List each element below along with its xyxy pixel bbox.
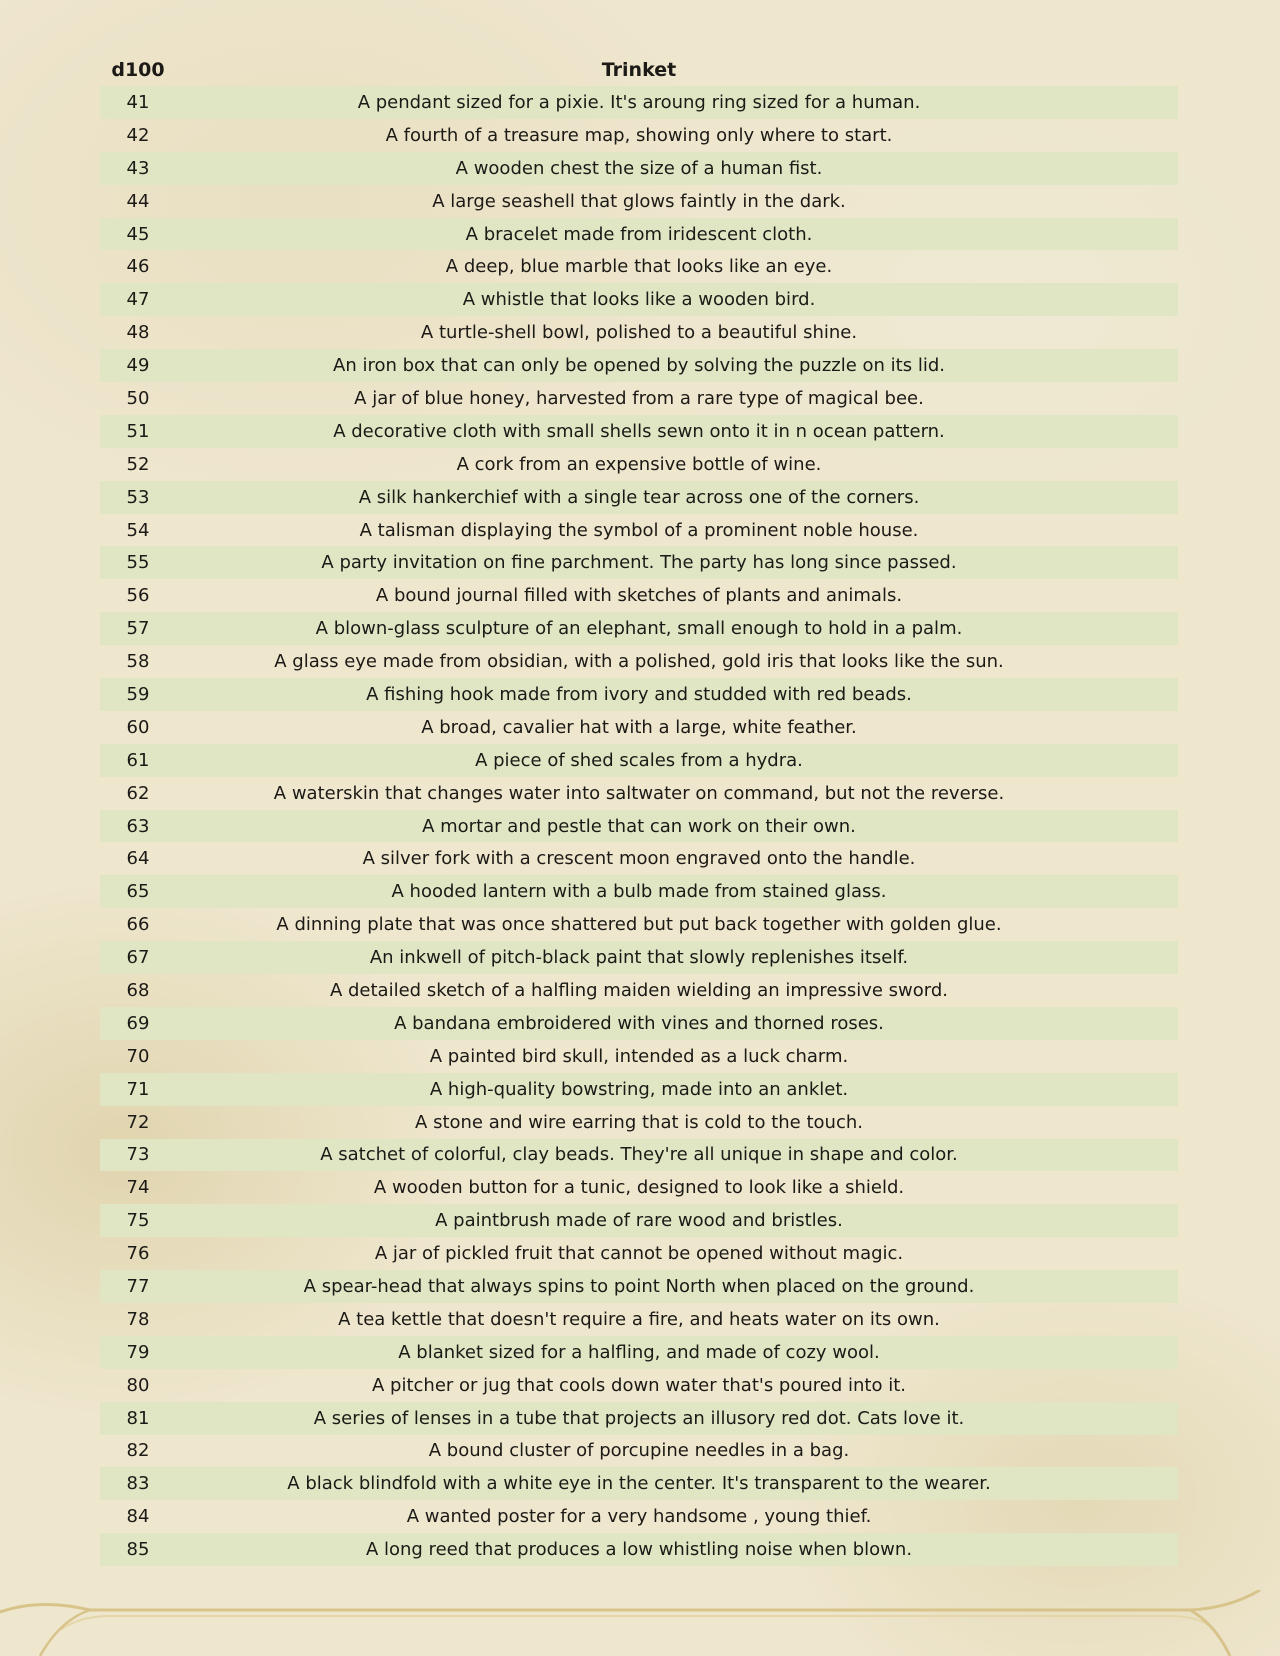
roll-cell: 73 — [126, 1144, 150, 1166]
roll-cell: 70 — [126, 1045, 150, 1067]
table-row — [100, 1533, 1178, 1566]
table-row — [100, 711, 1178, 744]
trinket-cell: A decorative cloth with small shells sewn onto it in n ocean pattern. — [333, 420, 945, 442]
trinket-cell: A party invitation on fine parchment. The party has long since passed. — [321, 552, 957, 574]
roll-cell: 46 — [126, 256, 150, 278]
table-row — [100, 546, 1178, 579]
table-row — [100, 250, 1178, 283]
roll-cell: 78 — [126, 1308, 150, 1330]
trinket-cell: A fourth of a treasure map, showing only where to start. — [385, 124, 893, 146]
table-row — [100, 645, 1178, 678]
table-header-row — [100, 53, 1178, 86]
trinket-cell: A painted bird skull, intended as a luck charm. — [429, 1045, 849, 1067]
table-row — [100, 974, 1178, 1007]
trinket-cell: A wanted poster for a very handsome , young thief. — [406, 1506, 872, 1528]
trinket-cell: A hooded lantern with a bulb made from stained glass. — [391, 881, 887, 903]
roll-cell: 68 — [126, 979, 150, 1001]
table-row — [100, 777, 1178, 810]
table-row — [100, 842, 1178, 875]
roll-cell: 72 — [126, 1111, 150, 1133]
trinket-cell: A jar of pickled fruit that cannot be opened without magic. — [374, 1243, 904, 1265]
trinket-cell: An iron box that can only be opened by solving the puzzle on its lid. — [333, 355, 945, 377]
ornament-curl-right — [1190, 1610, 1230, 1656]
roll-cell: 84 — [126, 1506, 150, 1528]
roll-cell: 57 — [126, 618, 150, 640]
table-row — [100, 1237, 1178, 1270]
ornament-line-inner — [60, 1616, 1215, 1630]
table-row — [100, 86, 1178, 119]
table-row — [100, 218, 1178, 251]
table-row — [100, 152, 1178, 185]
trinket-cell: A jar of blue honey, harvested from a rare type of magical bee. — [354, 387, 924, 409]
trinket-cell: A mortar and pestle that can work on their own. — [422, 815, 856, 837]
table-row — [100, 382, 1178, 415]
table-row — [100, 941, 1178, 974]
ornament-line — [0, 1590, 1260, 1612]
table-row — [100, 415, 1178, 448]
roll-cell: 66 — [126, 914, 150, 936]
page-border-ornament — [0, 1590, 1280, 1656]
trinket-cell: A bracelet made from iridescent cloth. — [465, 223, 813, 245]
roll-cell: 54 — [126, 519, 150, 541]
roll-cell: 77 — [126, 1276, 150, 1297]
trinket-cell: A turtle-shell bowl, polished to a beautiful shine. — [420, 322, 858, 344]
roll-cell: 53 — [126, 486, 150, 508]
table-row — [100, 1369, 1178, 1402]
trinket-cell: A broad, cavalier hat with a large, white feather. — [421, 716, 857, 738]
table-row — [100, 810, 1178, 843]
trinket-cell: A wooden chest the size of a human fist. — [455, 157, 823, 179]
table-row — [100, 349, 1178, 382]
roll-cell: 75 — [126, 1210, 150, 1232]
trinket-cell: A spear-head that always spins to point North when placed on the ground. — [303, 1276, 975, 1297]
trinket-cell: A cork from an expensive bottle of wine. — [456, 453, 822, 475]
table-row — [100, 1139, 1178, 1172]
trinket-cell: A fishing hook made from ivory and studded with red beads. — [366, 683, 912, 705]
roll-cell: 79 — [126, 1341, 150, 1363]
table-row — [100, 1106, 1178, 1139]
table-row — [100, 514, 1178, 547]
trinket-cell: A blanket sized for a halfling, and made of cozy wool. — [398, 1341, 880, 1363]
roll-cell: 64 — [126, 848, 150, 870]
roll-cell: 55 — [126, 552, 150, 574]
roll-cell: 71 — [126, 1078, 150, 1100]
table-row — [100, 316, 1178, 349]
roll-cell: 80 — [126, 1374, 150, 1396]
roll-cell: 42 — [126, 124, 150, 146]
roll-cell: 74 — [126, 1177, 150, 1199]
roll-cell: 44 — [126, 190, 150, 212]
trinket-cell: A bound journal filled with sketches of plants and animals. — [375, 585, 903, 607]
table-row — [100, 1303, 1178, 1336]
trinket-cell: An inkwell of pitch-black paint that slowly replenishes itself. — [369, 947, 909, 969]
table-row — [100, 119, 1178, 152]
table-row — [100, 1007, 1178, 1040]
roll-cell: 41 — [126, 91, 150, 113]
roll-cell: 83 — [126, 1473, 150, 1495]
trinket-cell: A silk hankerchief with a single tear across one of the corners. — [358, 486, 920, 508]
roll-cell: 63 — [126, 815, 150, 837]
table-row — [100, 1500, 1178, 1533]
trinket-cell: A glass eye made from obsidian, with a polished, gold iris that looks like the sun. — [274, 651, 1004, 673]
trinket-cell: A high-quality bowstring, made into an anklet. — [429, 1078, 849, 1100]
roll-cell: 51 — [126, 420, 150, 442]
table-row — [100, 283, 1178, 316]
table-body — [100, 86, 1178, 1566]
trinket-cell: A piece of shed scales from a hydra. — [475, 749, 803, 771]
table-row — [100, 908, 1178, 941]
trinket-cell: A stone and wire earring that is cold to the touch. — [415, 1111, 863, 1133]
roll-cell: 50 — [126, 387, 150, 409]
roll-cell: 49 — [126, 355, 150, 377]
trinket-cell: A paintbrush made of rare wood and bristles. — [435, 1210, 843, 1232]
header-trinket: Trinket — [601, 58, 677, 81]
trinket-cell: A dinning plate that was once shattered but put back together with golden glue. — [276, 914, 1002, 936]
table-row — [100, 481, 1178, 514]
trinket-cell: A satchet of colorful, clay beads. They're all unique in shape and color. — [320, 1144, 958, 1166]
header-roll: d100 — [111, 58, 165, 81]
trinket-cell: A whistle that looks like a wooden bird. — [462, 289, 816, 311]
trinket-cell: A wooden button for a tunic, designed to look like a shield. — [373, 1177, 905, 1199]
roll-cell: 62 — [126, 782, 150, 804]
roll-cell: 82 — [126, 1440, 150, 1462]
roll-cell: 76 — [126, 1243, 150, 1265]
trinket-cell: A series of lenses in a tube that projects an illusory red dot. Cats love it. — [313, 1407, 965, 1429]
roll-cell: 48 — [126, 322, 150, 344]
roll-cell: 81 — [126, 1407, 150, 1429]
trinket-cell: A pendant sized for a pixie. It's aroung ring sized for a human. — [357, 91, 921, 113]
trinket-cell: A long reed that produces a low whistling noise when blown. — [365, 1539, 913, 1561]
roll-cell: 85 — [126, 1539, 150, 1561]
trinket-cell: A waterskin that changes water into saltwater on command, but not the reverse. — [273, 782, 1005, 804]
table-row — [100, 1040, 1178, 1073]
table-row — [100, 744, 1178, 777]
roll-cell: 65 — [126, 881, 150, 903]
table-row — [100, 1435, 1178, 1468]
table-row — [100, 185, 1178, 218]
roll-cell: 67 — [126, 947, 150, 969]
trinket-cell: A blown-glass sculpture of an elephant, small enough to hold in a palm. — [315, 618, 963, 640]
trinket-table — [100, 53, 1178, 1566]
table-row — [100, 1171, 1178, 1204]
table-row — [100, 579, 1178, 612]
trinket-cell: A tea kettle that doesn't require a fire, and heats water on its own. — [338, 1308, 940, 1330]
table-row — [100, 448, 1178, 481]
trinket-cell: A black blindfold with a white eye in the center. It's transparent to the wearer. — [287, 1473, 991, 1495]
trinket-cell: A bound cluster of porcupine needles in a bag. — [428, 1440, 850, 1462]
roll-cell: 47 — [126, 289, 150, 311]
ornament-curl-left — [40, 1610, 90, 1656]
roll-cell: 61 — [126, 749, 150, 771]
roll-cell: 59 — [126, 683, 150, 705]
table-row — [100, 1204, 1178, 1237]
roll-cell: 45 — [126, 223, 150, 245]
table-row — [100, 678, 1178, 711]
trinket-cell: A large seashell that glows faintly in the dark. — [432, 190, 846, 212]
roll-cell: 58 — [126, 651, 150, 673]
trinket-cell: A talisman displaying the symbol of a prominent noble house. — [359, 519, 919, 541]
table-row — [100, 1073, 1178, 1106]
table-row — [100, 612, 1178, 645]
trinket-cell: A pitcher or jug that cools down water that's poured into it. — [372, 1374, 906, 1396]
roll-cell: 52 — [126, 453, 150, 475]
table-row — [100, 1270, 1178, 1303]
trinket-cell: A deep, blue marble that looks like an eye. — [445, 256, 833, 278]
trinket-cell: A detailed sketch of a halfling maiden wielding an impressive sword. — [329, 979, 949, 1001]
trinket-cell: A silver fork with a crescent moon engraved onto the handle. — [362, 848, 916, 870]
roll-cell: 69 — [126, 1012, 150, 1034]
trinket-cell: A bandana embroidered with vines and thorned roses. — [394, 1012, 884, 1034]
table-row — [100, 875, 1178, 908]
table-row — [100, 1336, 1178, 1369]
roll-cell: 60 — [126, 716, 150, 738]
table-row — [100, 1467, 1178, 1500]
roll-cell: 43 — [126, 157, 150, 179]
roll-cell: 56 — [126, 585, 150, 607]
table-row — [100, 1402, 1178, 1435]
